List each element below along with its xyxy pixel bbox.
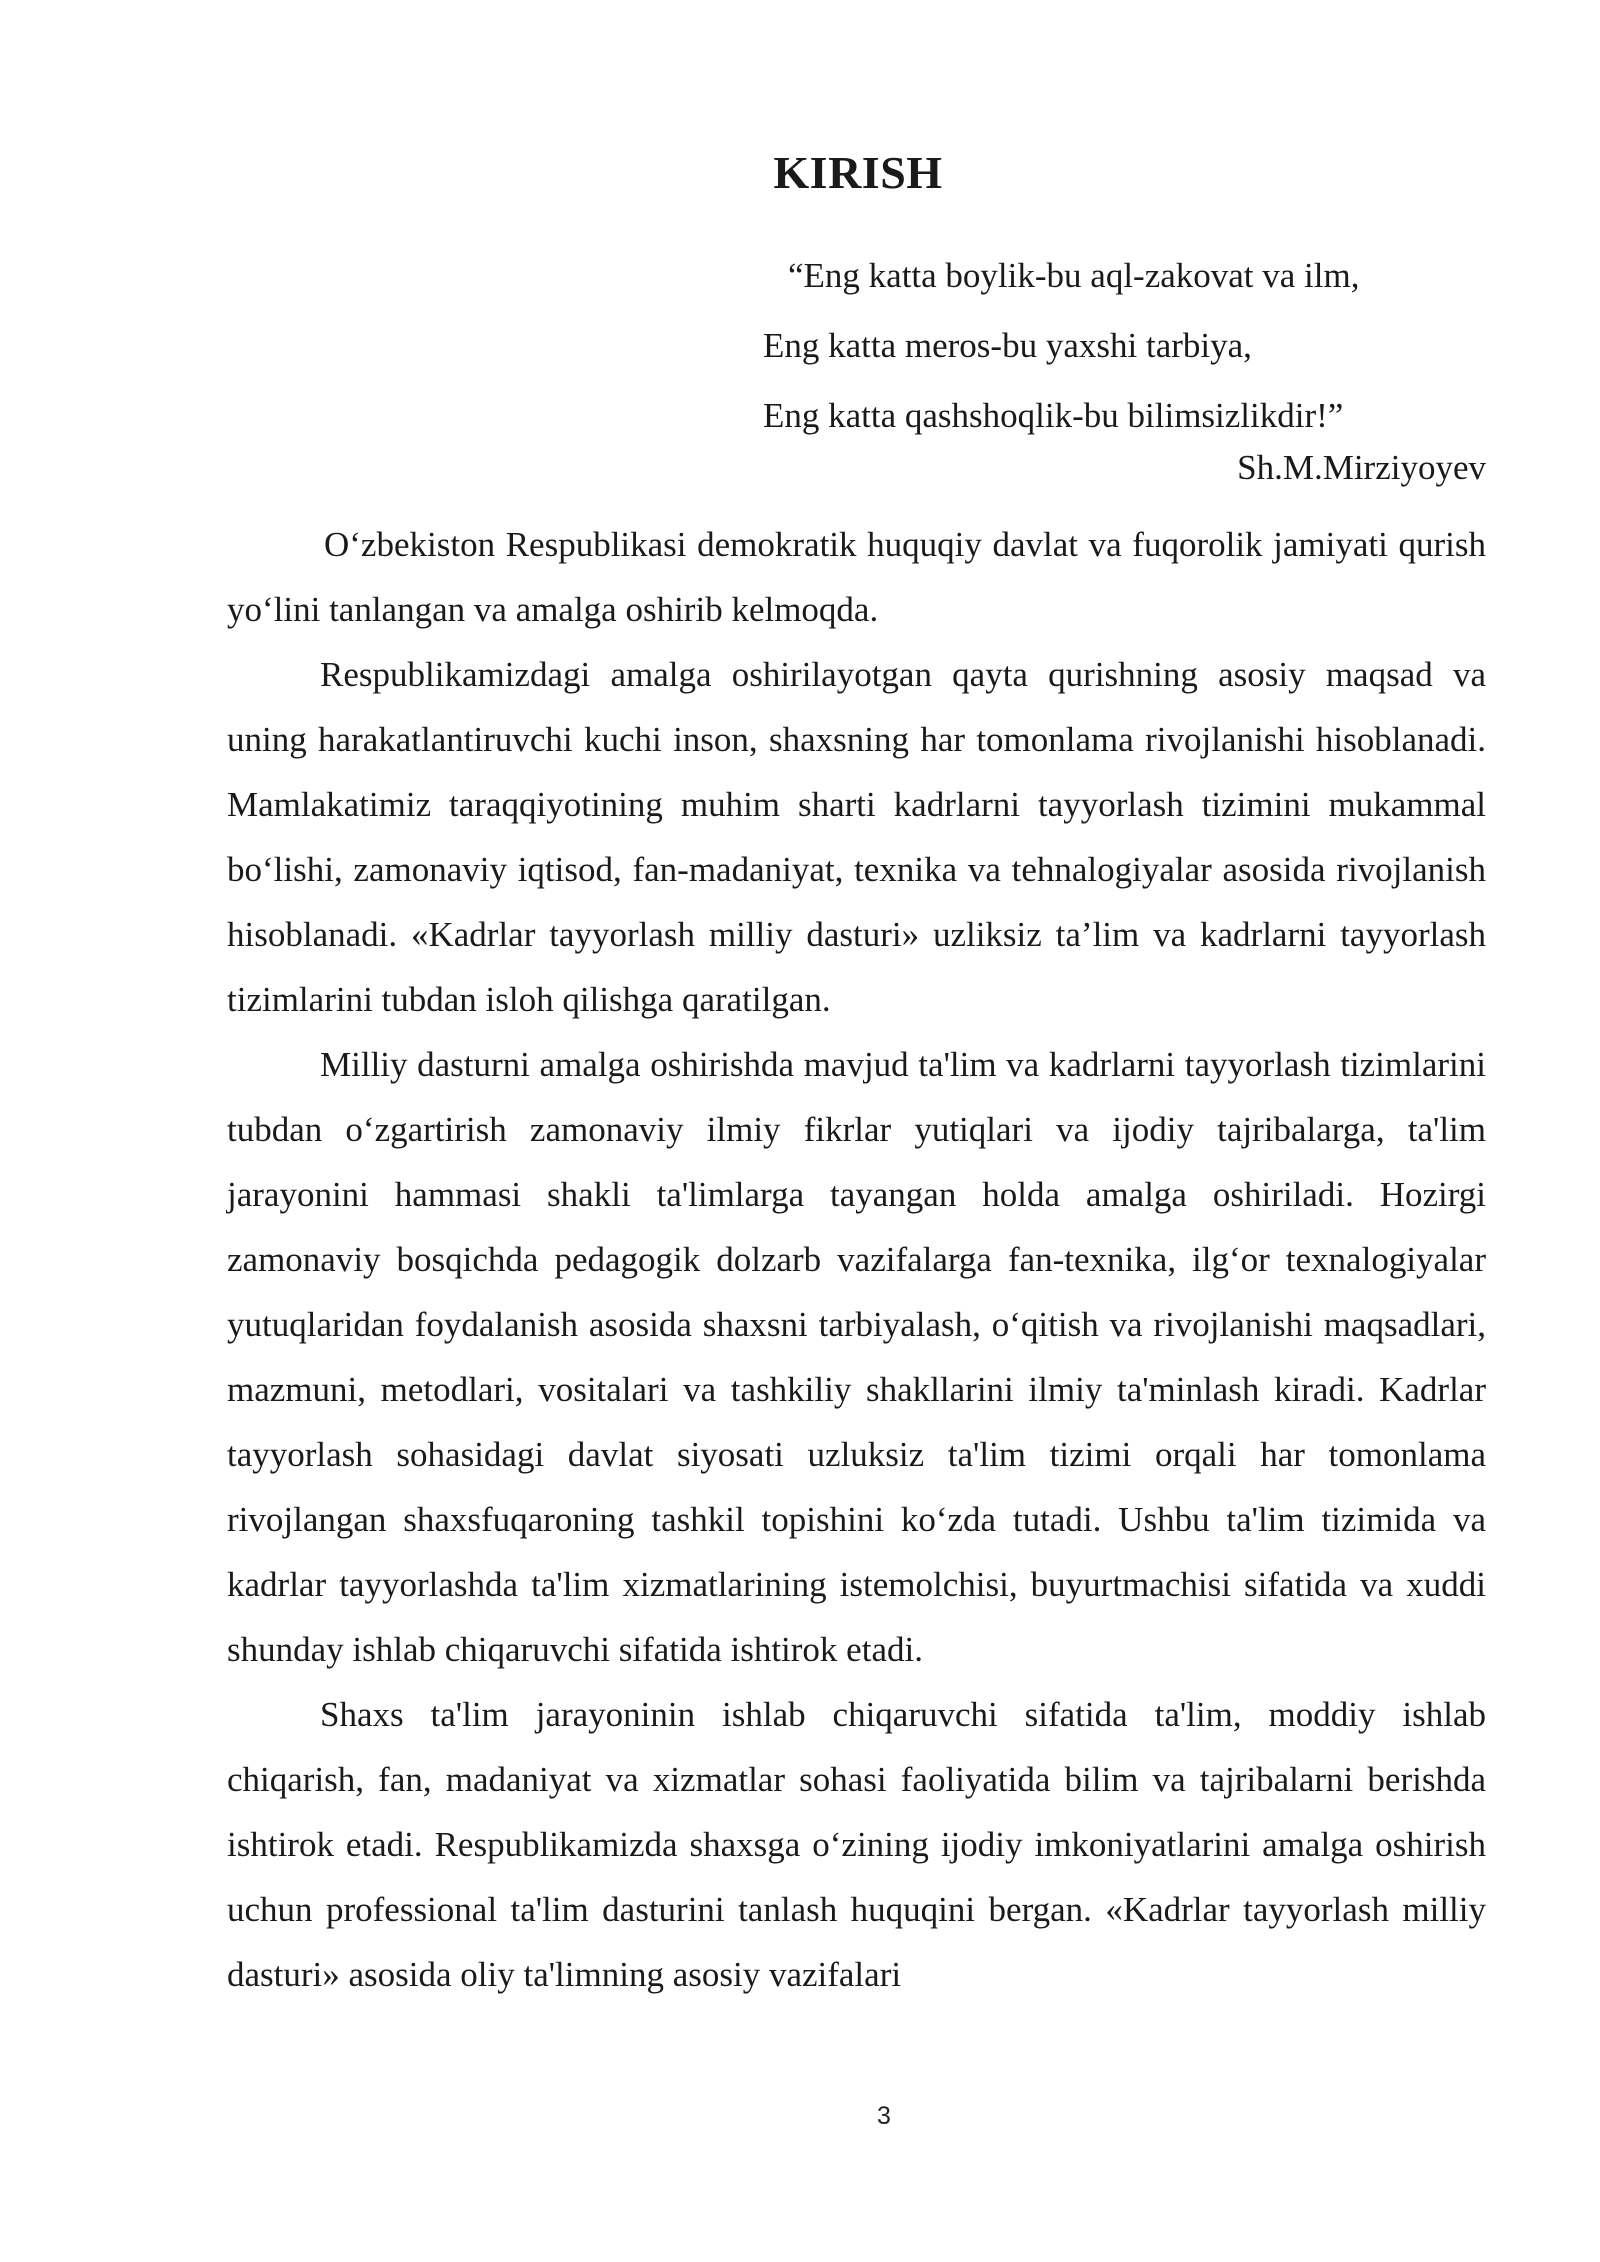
paragraph: Milliy dasturni amalga oshirishda mavjud ta'lim va kadrlarni tayyorlash tizimlarini tubdan o‘zgartirish zamonaviy ilmiy fikrlar yutiqlari va ijodiy tajribalarga, ta'lim jarayonini hammasi shakli ta'limlarga tayangan holda amalga oshiriladi. Hozirgi zamonaviy bosqichda pedagogik dolzarb vazifalarga fan-texnika, ilg‘or texnalogiyalar yutuqlaridan foydalanish asosida shaxsni tarbiyalash, o‘qitish va rivojlanishi maqsadlari, mazmuni, metodlari, vositalari va tashkiliy shakllarini ilmiy ta'minlash kiradi. Kadrlar tayyorlash sohasidagi davlat siyosati uzluksiz ta'lim tizimi orqali har tomonlama rivojlangan shaxsfuqaroning tashkil topishini ko‘zda tutadi. Ushbu ta'lim tizimida va kadrlar tayyorlashda ta'lim xizmatlarining istemolchisi, buyurtmachisi sifatida va xuddi shunday ishlab chiqaruvchi sifatida ishtirok etadi. [227, 1045, 1486, 1669]
body-text [227, 512, 1486, 2007]
epigraph-line: “Eng katta boylik-bu aql-zakovat va ilm, [788, 256, 1360, 295]
paragraph: O‘zbekiston Respublikasi demokratik huquqiy davlat va fuqorolik jamiyati qurish yo‘lini tanlangan va amalga oshirib kelmoqda. [227, 525, 1486, 629]
epigraph-line: Eng katta meros-bu yaxshi tarbiya, [763, 326, 1252, 365]
epigraph-line: Eng katta qashshoqlik-bu bilimsizlikdir!” [763, 396, 1344, 435]
page-number: 3 [877, 2102, 891, 2130]
epigraph-author: Sh.M.Mirziyoyev [1237, 448, 1486, 487]
epigraph [763, 241, 1359, 451]
paragraph: Shaxs ta'lim jarayoninin ishlab chiqaruvchi sifatida ta'lim, moddiy ishlab chiqarish, fan, madaniyat va xizmatlar sohasi faoliyatida bilim va tajribalarni berishda ishtirok etadi. Respublikamizda shaxsga o‘zining ijodiy imkoniyatlarini amalga oshirish uchun professional ta'lim dasturini tanlash huquqini bergan. «Kadrlar tayyorlash milliy dasturi» asosida oliy ta'limning asosiy vazifalari [227, 1695, 1486, 1994]
paragraph: Respublikamizdagi amalga oshirilayotgan qayta qurishning asosiy maqsad va uning harakatlantiruvchi kuchi inson, shaxsning har tomonlama rivojlanishi hisoblanadi. Mamlakatimiz taraqqiyotining muhim sharti kadrlarni tayyorlash tizimini mukammal bo‘lishi, zamonaviy iqtisod, fan-madaniyat, texnika va tehnalogiyalar asosida rivojlanish hisoblanadi. «Kadrlar tayyorlash milliy dasturi» uzliksiz ta’lim va kadrlarni tayyorlash tizimlarini tubdan isloh qilishga qaratilgan. [227, 655, 1486, 1019]
page-title: KIRISH [773, 147, 943, 198]
